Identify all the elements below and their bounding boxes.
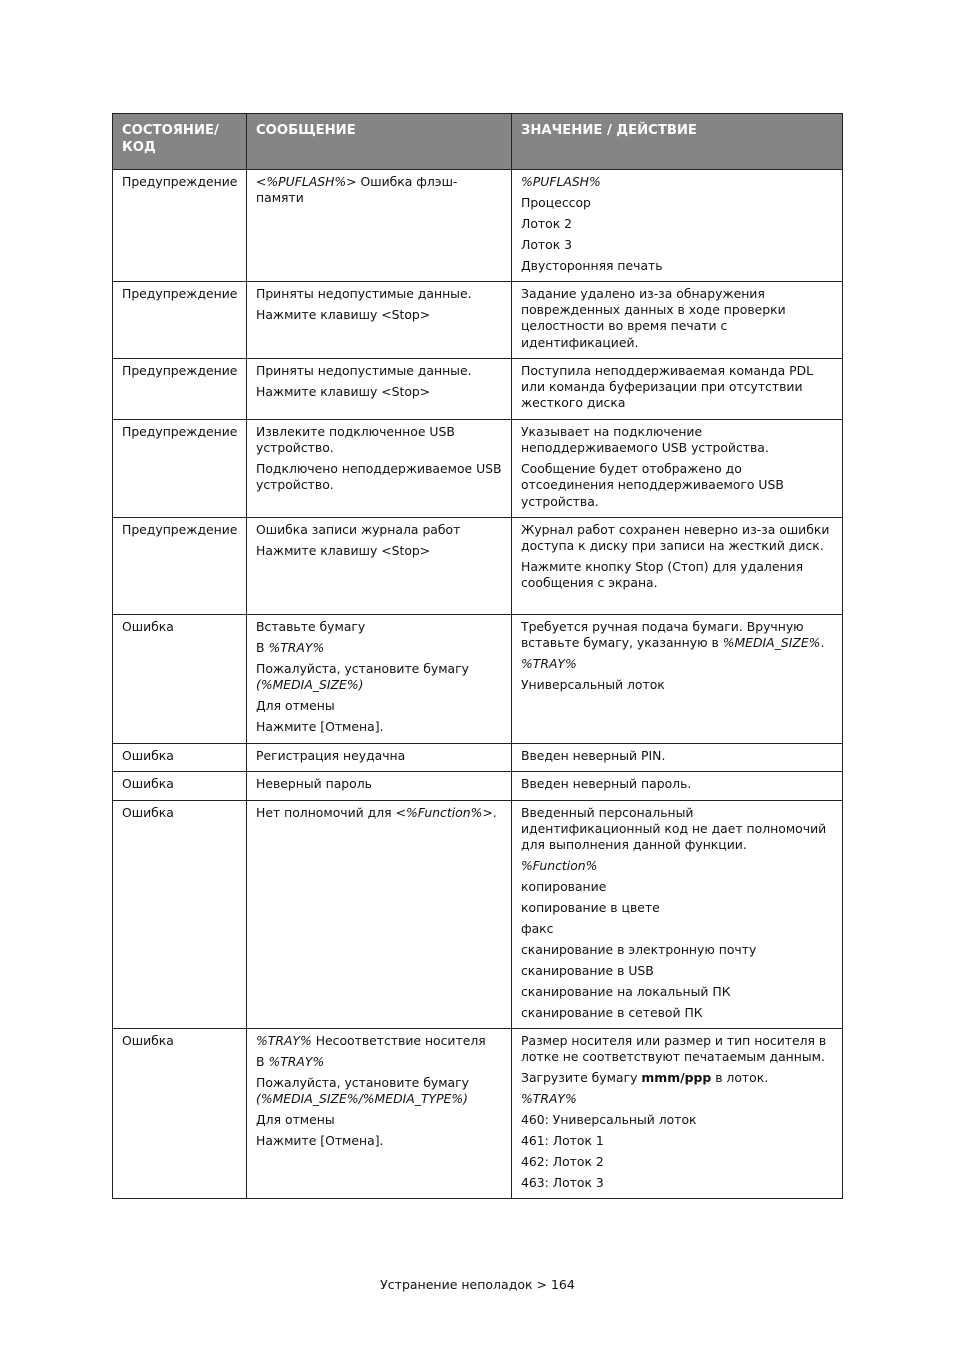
message-line: Нажмите [Отмена]. <box>256 1133 384 1149</box>
message-text: В <box>256 1054 269 1069</box>
action-line: Задание удалено из-за обнаружения поврежденных данных в ходе проверки целостности во время печати с идентификацией. <box>521 286 786 350</box>
header-message: СООБЩЕНИЕ <box>247 114 512 170</box>
message-var: <%PUFLASH%> <box>256 174 357 189</box>
header-action: ЗНАЧЕНИЕ / ДЕЙСТВИЕ <box>512 114 843 170</box>
status-cell: Предупреждение <box>113 518 247 615</box>
action-line: Введен неверный пароль. <box>521 776 692 791</box>
action-cell <box>512 801 843 1029</box>
message-line: Нажмите клавишу <Stop> <box>256 307 431 322</box>
message-line: Для отмены <box>256 698 335 714</box>
action-line: сканирование в сетевой ПК <box>521 1005 703 1021</box>
table-row <box>113 282 843 359</box>
header-status: СОСТОЯНИЕ/ КОД <box>113 114 247 170</box>
action-line: Двусторонняя печать <box>521 258 663 273</box>
message-line: Нажмите клавишу <Stop> <box>256 543 431 558</box>
action-var: %TRAY% <box>521 656 577 672</box>
status-cell: Предупреждение <box>113 420 247 518</box>
action-var: %PUFLASH% <box>521 174 601 189</box>
message-text: Пожалуйста, установите бумагу <box>256 661 469 676</box>
message-var: <%Function%> <box>395 805 493 820</box>
message-cell <box>247 772 512 801</box>
action-text: Требуется ручная подача бумаги. Вручную вставьте бумагу, указанную в <box>521 619 804 651</box>
action-line: Универсальный лоток <box>521 677 665 693</box>
message-text: Пожалуйста, установите бумагу <box>256 1075 469 1090</box>
action-line: Размер носителя или размер и тип носителя в лотке не соответствуют печатаемым данным. <box>521 1033 827 1065</box>
action-line: Указывает на подключение неподдерживаемого USB устройства. <box>521 424 769 456</box>
message-cell <box>247 170 512 282</box>
action-bold: mmm/ppp <box>641 1070 712 1086</box>
message-var: %TRAY% <box>268 1054 325 1069</box>
message-line: Регистрация неудачна <box>256 748 406 763</box>
header-row <box>113 114 843 170</box>
message-line: Вставьте бумагу <box>256 619 366 634</box>
status-cell: Ошибка <box>113 1029 247 1199</box>
action-text: Загрузите бумагу <box>521 1070 642 1086</box>
action-var: %MEDIA_SIZE% <box>722 635 821 651</box>
action-line: Лоток 3 <box>521 237 573 252</box>
action-cell <box>512 359 843 420</box>
message-text: В <box>256 640 269 655</box>
message-table <box>112 113 843 1199</box>
message-line: Нажмите клавишу <Stop> <box>256 384 431 399</box>
action-line: 461: Лоток 1 <box>521 1133 604 1149</box>
status-cell: Ошибка <box>113 772 247 801</box>
status-cell: Ошибка <box>113 744 247 772</box>
action-line: 460: Универсальный лоток <box>521 1112 697 1128</box>
message-text: Ошибка флэш-памяти <box>256 174 458 206</box>
message-line: Приняты недопустимые данные. <box>256 286 472 301</box>
message-line: Нажмите [Отмена]. <box>256 719 384 735</box>
message-var: %TRAY% <box>268 640 325 655</box>
status-cell: Предупреждение <box>113 170 247 282</box>
action-line: Введен неверный PIN. <box>521 748 666 763</box>
table-row <box>113 420 843 518</box>
table-row <box>113 772 843 801</box>
message-line: Неверный пароль <box>256 776 372 791</box>
table-row <box>113 170 843 282</box>
message-cell <box>247 359 512 420</box>
message-line: Извлеките подключенное USB устройство. <box>256 424 455 456</box>
action-line: 463: Лоток 3 <box>521 1175 604 1191</box>
action-line: Журнал работ сохранен неверно из-за ошибки доступа к диску при записи на жесткий диск. <box>521 522 830 554</box>
table-row <box>113 801 843 1029</box>
message-text: . <box>492 805 497 820</box>
message-text: Несоответствие носителя <box>311 1033 486 1048</box>
action-line: Лоток 2 <box>521 216 573 231</box>
action-cell <box>512 1029 843 1199</box>
action-line: копирование в цвете <box>521 900 660 916</box>
message-cell <box>247 282 512 359</box>
action-cell <box>512 772 843 801</box>
action-line: Поступила неподдерживаемая команда PDL или команда буферизации при отсутствии жесткого диска <box>521 363 814 411</box>
action-line: копирование <box>521 879 607 895</box>
action-cell <box>512 420 843 518</box>
action-text: . <box>820 635 825 651</box>
message-var: (%MEDIA_SIZE%) <box>256 677 364 693</box>
action-cell <box>512 282 843 359</box>
action-line: сканирование в USB <box>521 963 654 979</box>
message-line: Ошибка записи журнала работ <box>256 522 461 537</box>
message-cell <box>247 420 512 518</box>
status-cell: Предупреждение <box>113 282 247 359</box>
table-row <box>113 518 843 615</box>
action-cell <box>512 518 843 615</box>
status-cell: Ошибка <box>113 615 247 744</box>
action-cell <box>512 615 843 744</box>
action-line: 462: Лоток 2 <box>521 1154 604 1170</box>
status-cell: Предупреждение <box>113 359 247 420</box>
action-text: в лоток. <box>711 1070 769 1086</box>
message-line: Подключено неподдерживаемое USB устройство. <box>256 461 502 493</box>
message-cell <box>247 801 512 1029</box>
table-row <box>113 615 843 744</box>
table-row <box>113 744 843 772</box>
status-cell: Ошибка <box>113 801 247 1029</box>
message-var: (%MEDIA_SIZE%/%MEDIA_TYPE%) <box>256 1091 468 1107</box>
message-cell <box>247 1029 512 1199</box>
action-line: сканирование в электронную почту <box>521 942 757 958</box>
action-line: Процессор <box>521 195 591 210</box>
action-cell <box>512 170 843 282</box>
action-cell <box>512 744 843 772</box>
message-line: Приняты недопустимые данные. <box>256 363 472 378</box>
action-line: факс <box>521 921 554 937</box>
page-footer: Устранение неполадок > 164 <box>380 1277 575 1292</box>
message-var: %TRAY% <box>256 1033 312 1048</box>
message-cell <box>247 615 512 744</box>
message-cell <box>247 518 512 615</box>
action-line: Введенный персональный идентификационный код не дает полномочий для выполнения данной функции. <box>521 805 827 853</box>
action-var: %TRAY% <box>521 1091 577 1107</box>
table-row <box>113 1029 843 1199</box>
message-text: Нет полномочий для <box>256 805 396 820</box>
action-line: сканирование на локальный ПК <box>521 984 731 1000</box>
action-line: Нажмите кнопку Stop (Стоп) для удаления сообщения с экрана. <box>521 559 804 591</box>
action-var: %Function% <box>521 858 598 874</box>
table-row <box>113 359 843 420</box>
message-cell <box>247 744 512 772</box>
action-line: Сообщение будет отображено до отсоединения неподдерживаемого USB устройства. <box>521 461 784 509</box>
message-line: Для отмены <box>256 1112 335 1128</box>
